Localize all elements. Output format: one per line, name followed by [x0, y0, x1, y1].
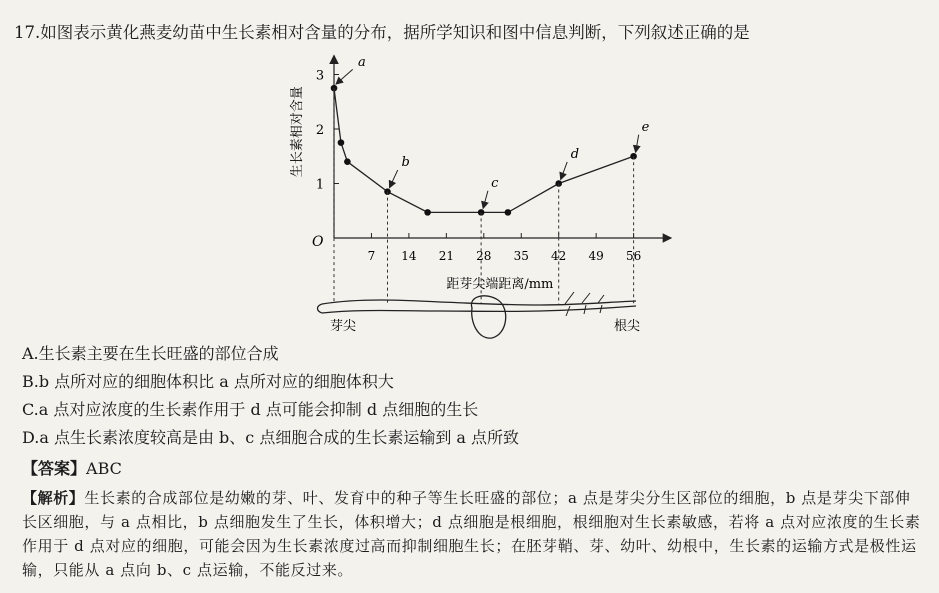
data-point	[344, 158, 351, 165]
option-c: C.a 点对应浓度的生长素作用于 d 点可能会抑制 d 点细胞的生长	[22, 400, 479, 419]
seedling-stem-lower	[322, 306, 636, 313]
tip-label: 芽尖	[330, 319, 357, 334]
explanation-label: 【解析】	[22, 489, 85, 507]
data-point	[338, 139, 345, 146]
explanation-text: 生长素的合成部位是幼嫩的芽、叶、发育中的种子等生长旺盛的部位；a 点是芽尖分生区部位的细胞，b 点是芽尖下部伸长区细胞，与 a 点相比，b 点细胞发生了生长，体积增大；d 点细胞是根细胞，根细胞对生长素敏感，若将 a 点对应浓度的生长素作用于 d 点对应的细胞，可能会因为生长素浓度过高而抑制细胞生长；在胚芽鞘、芽、幼叶、幼根中，生长素的运输方式是极性运输，只能从 a 点向 b、c 点运输，不能反过来。	[22, 489, 921, 579]
annotation-e: e	[641, 119, 650, 135]
annotation-b: b	[401, 155, 410, 171]
seedling-stem	[322, 300, 636, 305]
x-tick-label: 35	[513, 249, 529, 263]
x-tick-label: 56	[625, 249, 642, 263]
y-tick-label: 2	[315, 123, 325, 138]
x-tick-label: 14	[401, 249, 417, 263]
x-tick-label: 7	[367, 249, 376, 263]
root-hair	[565, 292, 574, 304]
y-tick-label: 1	[315, 177, 325, 193]
x-tick-label: 21	[438, 249, 454, 263]
root-hair	[598, 295, 604, 303]
seed	[471, 296, 505, 338]
annotation-d: d	[570, 147, 580, 162]
x-tick-label: 49	[588, 249, 604, 263]
question-text: 如图表示黄化燕麦幼苗中生长素相对含量的分布，据所学知识和图中信息判断，下列叙述正确的是	[40, 23, 750, 42]
answer-value: ABC	[86, 459, 122, 478]
data-point	[505, 209, 512, 216]
root-hair	[582, 293, 590, 303]
y-axis-label: 生长素相对含量	[290, 86, 305, 178]
answer-label: 【答案】	[22, 459, 87, 478]
annotation-a: a	[358, 55, 366, 71]
question-number: 17.	[14, 23, 41, 42]
option-a: A.生长素主要在生长旺盛的部位合成	[22, 344, 279, 363]
option-d: D.a 点生长素浓度较高是由 b、c 点细胞合成的生长素运输到 a 点所致	[22, 428, 520, 447]
x-tick-label: 28	[476, 249, 492, 263]
root-hair	[566, 306, 570, 316]
annotation-arrow-d	[561, 162, 568, 180]
data-point	[424, 209, 431, 216]
seedling-tip-cap	[318, 304, 323, 313]
origin-label: O	[312, 234, 324, 250]
y-tick-label: 3	[315, 68, 325, 84]
option-b: B.b 点所对应的细胞体积比 a 点所对应的细胞体积大	[22, 372, 394, 391]
root-label: 根尖	[614, 319, 641, 334]
annotation-c: c	[491, 175, 499, 191]
annotation-arrow-b	[390, 170, 398, 188]
annotation-arrow-e	[636, 135, 639, 153]
seedling-drawing	[318, 292, 641, 338]
auxin-line	[334, 88, 634, 212]
x-axis-label: 距芽尖端距离/mm	[446, 277, 554, 292]
x-tick-label: 42	[551, 249, 567, 263]
annotation-arrow-c	[483, 191, 488, 209]
explanation-block	[22, 486, 922, 582]
answer-line	[22, 458, 122, 480]
annotation-arrow-a	[336, 69, 353, 84]
